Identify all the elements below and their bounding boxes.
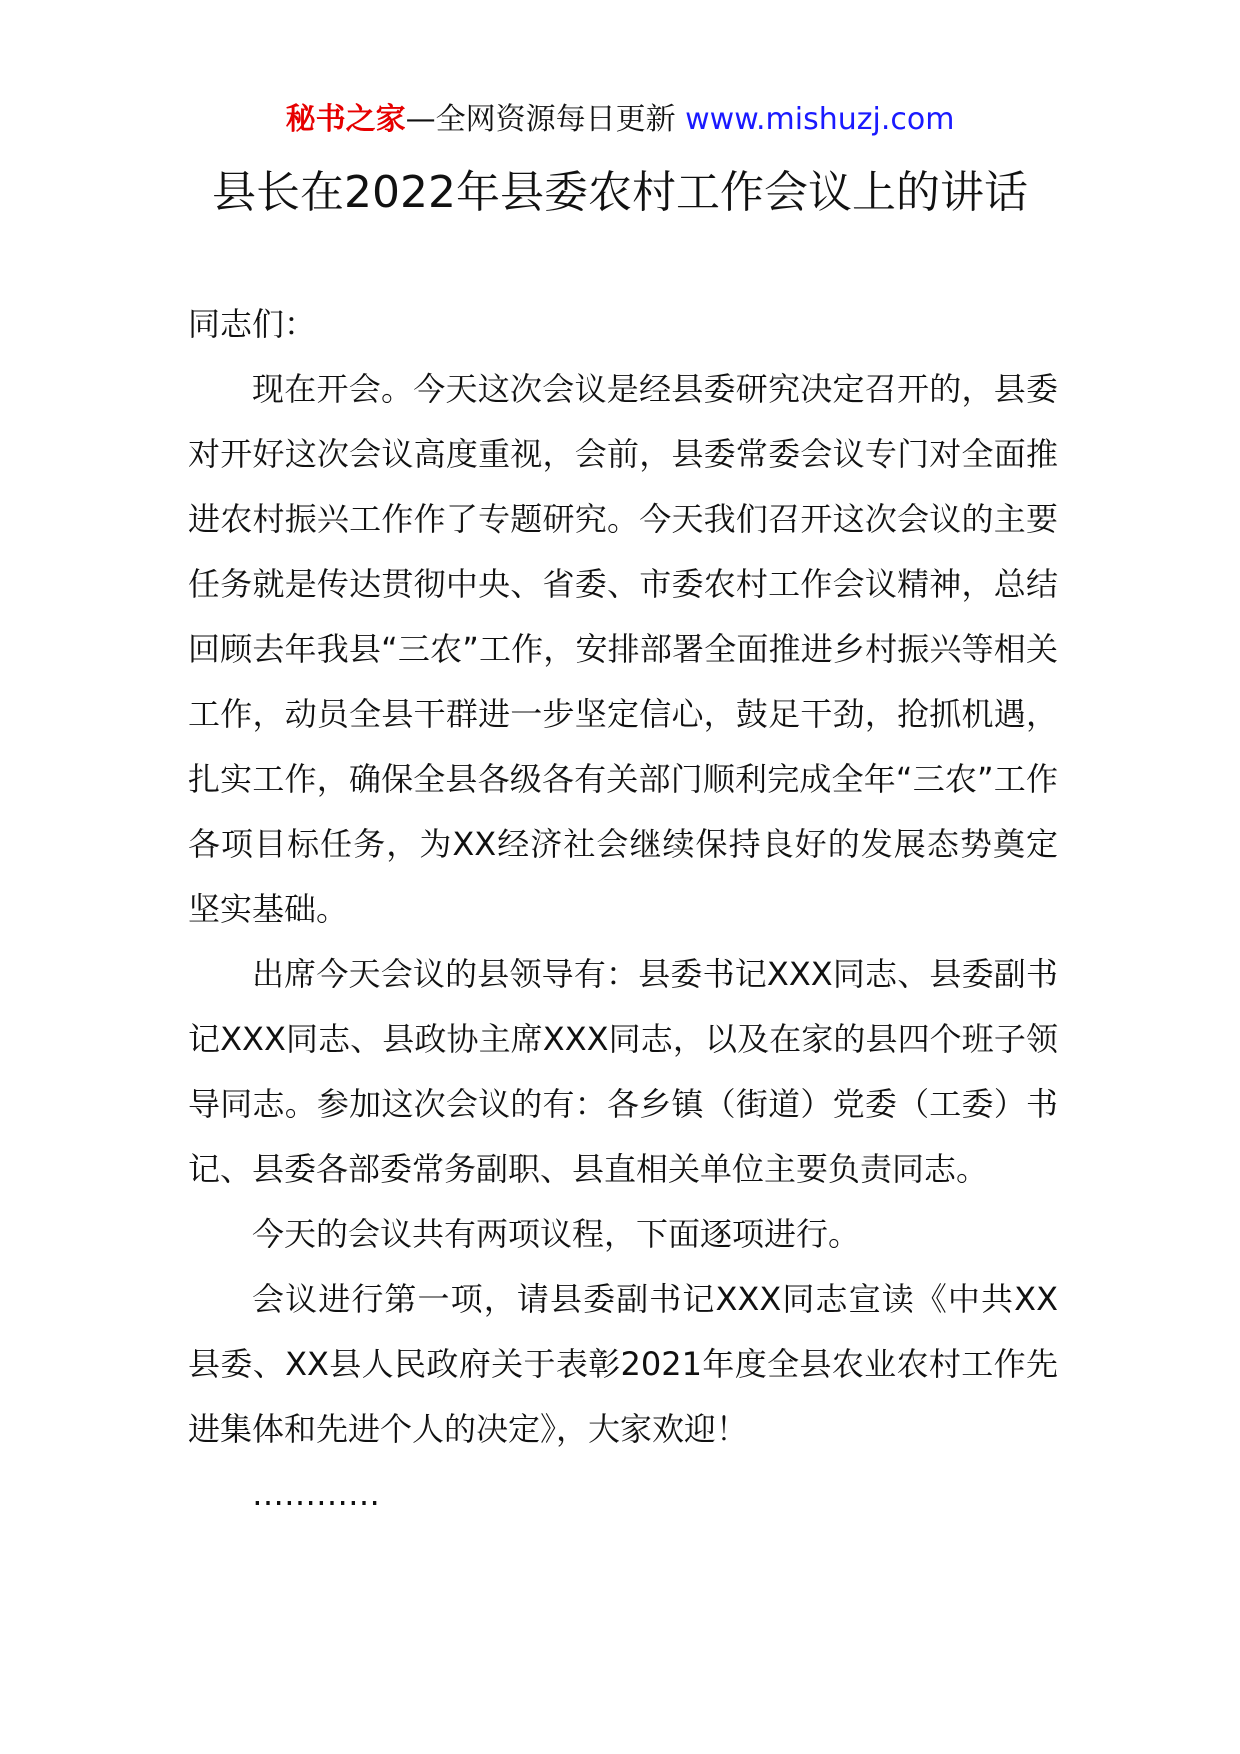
- document-body: [188, 292, 1058, 1527]
- site-header: [0, 100, 1240, 140]
- paragraph-ellipsis: …………: [252, 1475, 380, 1513]
- document-title: 县长在2022年县委农村工作会议上的讲话: [212, 167, 1028, 218]
- header-tagline: —全网资源每日更新: [405, 102, 676, 137]
- paragraph-attendees: 出席今天会议的县领导有：县委书记XXX同志、县委副书记XXX同志、县政协主席XXX同志，以及在家的县四个班子领导同志。参加这次会议的有：各乡镇（街道）党委（工委）书记、县委各部委常务副职、县直相关单位主要负责同志。: [188, 955, 1058, 1188]
- brand-name: 秘书之家: [285, 102, 406, 137]
- paragraph-first-item: 会议进行第一项，请县委副书记XXX同志宣读《中共XX县委、XX县人民政府关于表彰2021年度全县农业农村工作先进集体和先进个人的决定》，大家欢迎！: [188, 1280, 1058, 1448]
- site-url-link[interactable]: www.mishuzj.com: [685, 102, 955, 137]
- paragraph-agenda: 今天的会议共有两项议程，下面逐项进行。: [252, 1215, 861, 1253]
- salutation: 同志们：: [188, 305, 317, 343]
- paragraph-opening: 现在开会。今天这次会议是经县委研究决定召开的，县委对开好这次会议高度重视，会前，县委常委会议专门对全面推进农村振兴工作作了专题研究。今天我们召开这次会议的主要任务就是传达贯彻中央、省委、市委农村工作会议精神，总结回顾去年我县“三农”工作，安排部署全面推进乡村振兴等相关工作，动员全县干群进一步坚定信心，鼓足干劲，抢抓机遇，扎实工作，确保全县各级各有关部门顺利完成全年“三农”工作各项目标任务，为XX经济社会继续保持良好的发展态势奠定坚实基础。: [188, 370, 1058, 928]
